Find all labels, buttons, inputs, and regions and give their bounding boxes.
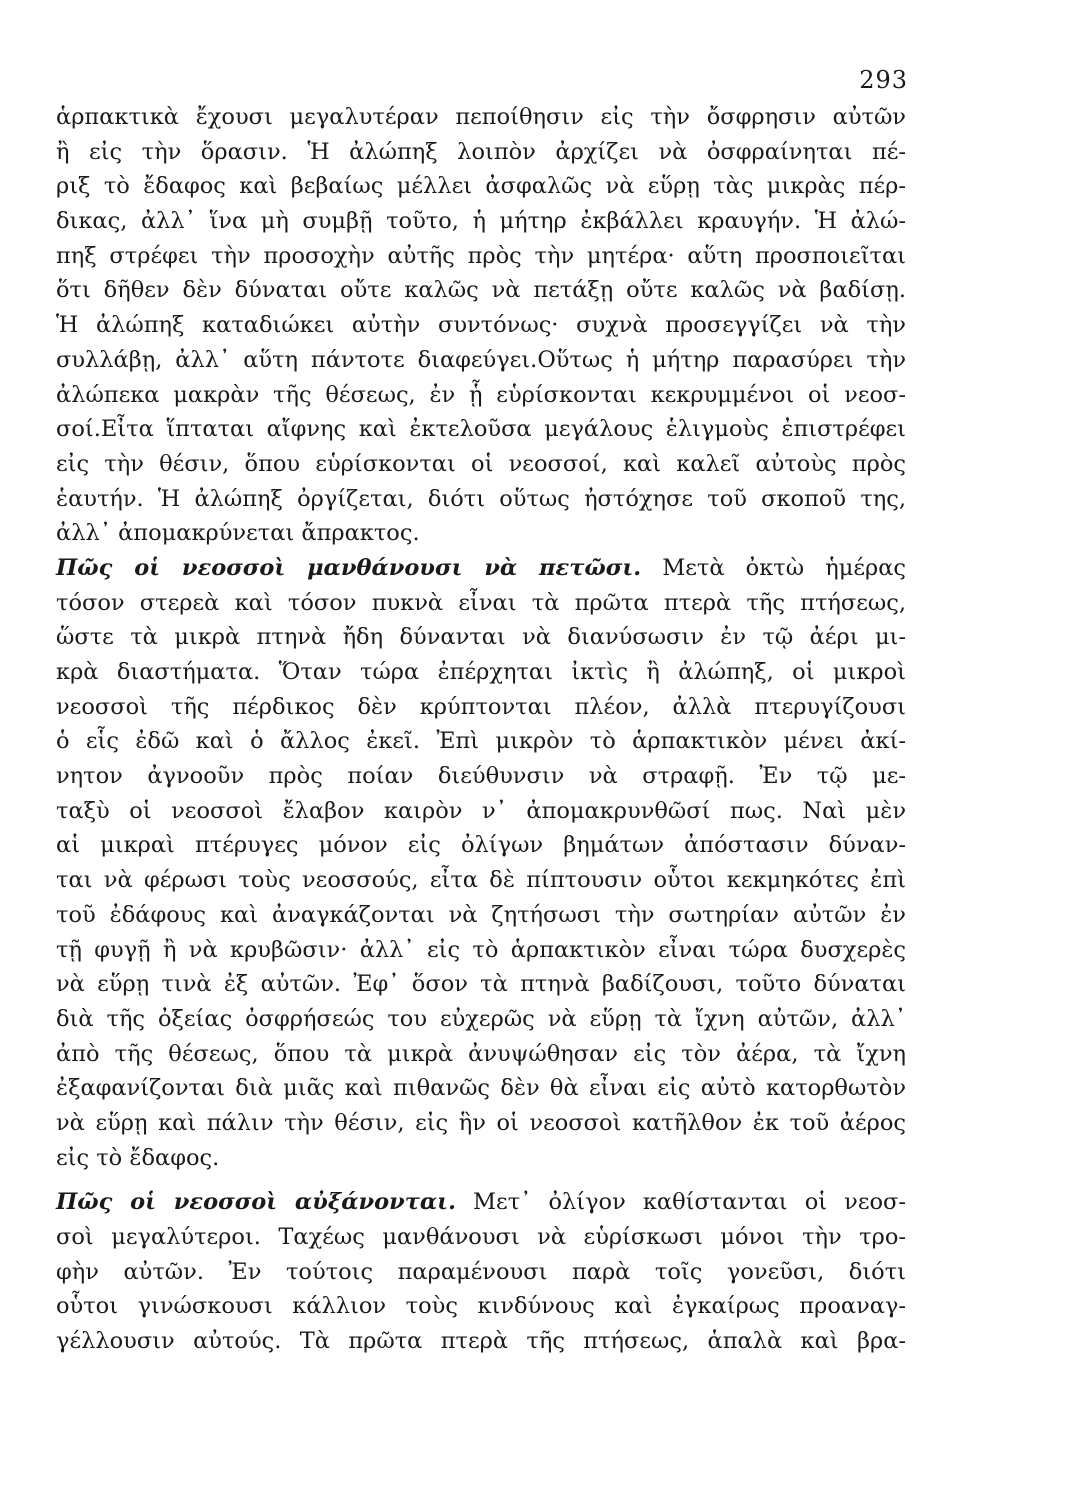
text-line: ἀλλ᾽ ἀπομακρύνεται ἄπρακτος. — [56, 520, 420, 547]
text-line: τόσον στερεὰ καὶ τόσον πυκνὰ εἶναι τὰ πρῶτα πτερὰ τῆς πτήσεως, — [56, 589, 906, 616]
text-line: Ἡ ἀλώπηξ καταδιώκει αὐτὴν συντόνως· συχνὰ προσεγγίζει νὰ τὴν — [56, 312, 906, 339]
text-line: ταξὺ οἱ νεοσσοὶ ἔλαβον καιρὸν ν᾽ ἀπομακρυνθῶσί πως. Ναὶ μὲν — [56, 797, 906, 824]
text-line: ἐξαφανίζονται διὰ μιᾶς καὶ πιθανῶς δὲν θὰ εἶναι εἰς αὐτὸ κατορθωτὸν — [56, 1075, 906, 1102]
text-line: νητον ἀγνοοῦν πρὸς ποίαν διεύθυνσιν νὰ στραφῇ. Ἐν τῷ με- — [56, 763, 906, 790]
text-line: οὗτοι γινώσκουσι κάλλιον τοὺς κινδύνους καὶ ἐγκαίρως προαναγ- — [56, 1293, 906, 1320]
text-line: αἱ μικραὶ πτέρυγες μόνον εἰς ὀλίγων βημάτων ἀπόστασιν δύναν- — [56, 832, 906, 859]
body-text — [56, 100, 906, 1359]
text-line — [56, 1185, 906, 1220]
text-line: ἀπὸ τῆς θέσεως, ὅπου τὰ μικρὰ ἀνυψώθησαν εἰς τὸν ἀέρα, τὰ ἴχνη — [56, 1040, 906, 1067]
text-line: δικας, ἀλλ᾽ ἵνα μὴ συμβῇ τοῦτο, ἡ μήτηρ ἐκβάλλει κραυγήν. Ἡ ἀλώ- — [56, 208, 906, 235]
heading-continuation: Μετ᾽ ὀλίγον καθίστανται οἱ νεοσ- — [455, 1189, 906, 1216]
text-line: τοῦ ἐδάφους καὶ ἀναγκάζονται νὰ ζητήσωσι τὴν σωτηρίαν αὐτῶν ἐν — [56, 901, 906, 928]
text-line: σοὶ μεγαλύτεροι. Ταχέως μανθάνουσι νὰ εὑρίσκωσι μόνοι τὴν τρο- — [56, 1224, 906, 1250]
page-number: 293 — [859, 66, 908, 94]
heading-continuation: Μετὰ ὀκτὼ ἡμέρας — [641, 554, 906, 581]
text-line: νεοσσοὶ τῆς πέρδικος δὲν κρύπτονται πλέον, ἀλλὰ πτερυγίζουσι — [56, 693, 906, 720]
text-line: κρὰ διαστήματα. Ὅταν τώρα ἐπέρχηται ἰκτὶς ἢ ἀλώπηξ, οἱ μικροὶ — [56, 659, 906, 685]
text-line: ριξ τὸ ἔδαφος καὶ βεβαίως μέλλει ἀσφαλῶς νὰ εὕρῃ τὰς μικρὰς πέρ- — [56, 173, 906, 200]
section-heading: Πῶς οἱ νεοσσοὶ μανθάνουσι νὰ πετῶσι. — [56, 554, 642, 581]
text-line: εἰς τὴν θέσιν, ὅπου εὑρίσκονται οἱ νεοσσοί, καὶ καλεῖ αὐτοὺς πρὸς — [56, 450, 906, 477]
text-line: φὴν αὐτῶν. Ἐν τούτοις παραμένουσι παρὰ τοῖς γονεῦσι, διότι — [56, 1258, 906, 1285]
paragraph-3 — [56, 1185, 906, 1358]
text-line: ἢ εἰς τὴν ὅρασιν. Ἡ ἀλώπηξ λοιπὸν ἀρχίζει νὰ ὀσφραίνηται πέ- — [56, 138, 906, 165]
text-line: νὰ εὕρῃ τινὰ ἐξ αὐτῶν. Ἐφ᾽ ὅσον τὰ πτηνὰ βαδίζουσι, τοῦτο δύναται — [56, 971, 906, 998]
text-line: ται νὰ φέρωσι τοὺς νεοσσούς, εἶτα δὲ πίπτουσιν οὗτοι κεκμηκότες ἐπὶ — [56, 867, 906, 894]
text-line: συλλάβῃ, ἀλλ᾽ αὕτη πάντοτε διαφεύγει.Οὕτως ἡ μήτηρ παρασύρει τὴν — [56, 346, 906, 373]
text-line: γέλλουσιν αὐτούς. Τὰ πρῶτα πτερὰ τῆς πτήσεως, ἁπαλὰ καὶ βρα- — [56, 1328, 906, 1355]
text-line: σοί.Εἶτα ἵπταται αἴφνης καὶ ἐκτελοῦσα μεγάλους ἑλιγμοὺς ἐπιστρέφει — [56, 416, 906, 443]
paragraph-1 — [56, 100, 906, 551]
text-line: εἰς τὸ ἔδαφος. — [56, 1144, 220, 1171]
text-line: πηξ στρέφει τὴν προσοχὴν αὐτῆς πρὸς τὴν μητέρα· αὕτη προσποιεῖται — [56, 242, 906, 269]
text-line: ὥστε τὰ μικρὰ πτηνὰ ἤδη δύνανται νὰ διανύσωσιν ἐν τῷ ἀέρι μι- — [56, 624, 906, 651]
paragraph-2 — [56, 551, 906, 1175]
section-heading: Πῶς οἱ νεοσσοὶ αὐξάνονται. — [56, 1189, 456, 1216]
text-line: ὅτι δῆθεν δὲν δύναται οὔτε καλῶς νὰ πετάξῃ οὔτε καλῶς νὰ βαδίσῃ. — [56, 277, 906, 304]
text-line — [56, 551, 906, 586]
text-line: διὰ τῆς ὀξείας ὀσφρήσεώς του εὐχερῶς νὰ εὕρῃ τὰ ἴχνη αὐτῶν, ἀλλ᾽ — [56, 1005, 906, 1032]
text-line: ὁ εἷς ἐδῶ καὶ ὁ ἄλλος ἐκεῖ. Ἐπὶ μικρὸν τὸ ἁρπακτικὸν μένει ἀκί- — [56, 728, 906, 755]
text-line: ἁρπακτικὰ ἔχουσι μεγαλυτέραν πεποίθησιν εἰς τὴν ὄσφρησιν αὐτῶν — [56, 104, 906, 130]
text-line: τῇ φυγῇ ἢ νὰ κρυβῶσιν· ἀλλ᾽ εἰς τὸ ἁρπακτικὸν εἶναι τώρα δυσχερὲς — [56, 936, 906, 963]
text-line: ἀλώπεκα μακρὰν τῆς θέσεως, ἐν ᾗ εὑρίσκονται κεκρυμμένοι οἱ νεοσ- — [56, 381, 906, 408]
text-line: νὰ εὕρῃ καὶ πάλιν τὴν θέσιν, εἰς ἣν οἱ νεοσσοὶ κατῆλθον ἐκ τοῦ ἀέρος — [56, 1109, 906, 1136]
text-line: ἑαυτήν. Ἡ ἀλώπηξ ὀργίζεται, διότι οὕτως ἠστόχησε τοῦ σκοποῦ της, — [56, 485, 906, 512]
